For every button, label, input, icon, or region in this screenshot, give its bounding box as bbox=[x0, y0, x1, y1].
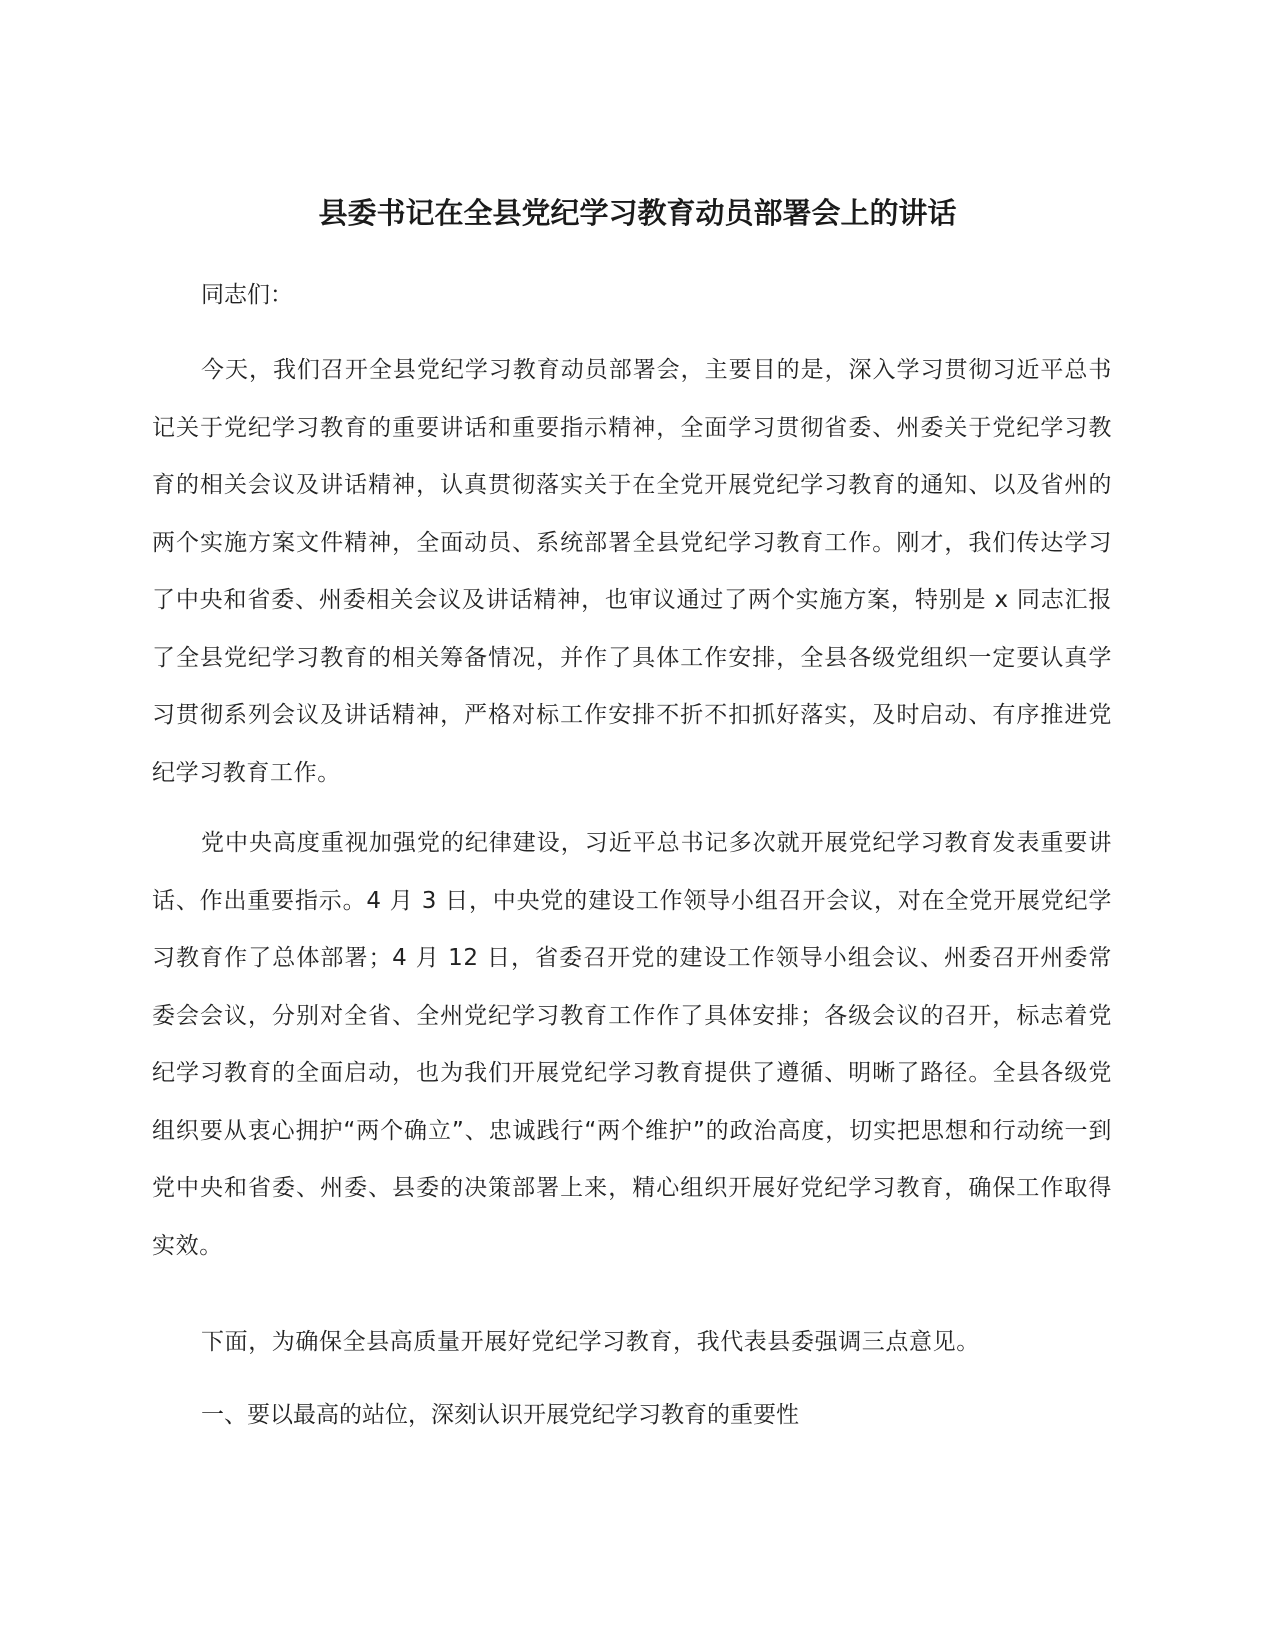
paragraph-background: 党中央高度重视加强党的纪律建设，习近平总书记多次就开展党纪学习教育发表重要讲话、作出重要指示。4 月 3 日，中央党的建设工作领导小组召开会议，对在全党开展党纪学习教育作了总体部署；4 月 12 日，省委召开党的建设工作领导小组会议、州委召开州委常委会会议，分别对全省、全州党纪学习教育工作作了具体安排；各级会议的召开，标志着党纪学习教育的全面启动，也为我们开展党纪学习教育提供了遵循、明晰了路径。全县各级党组织要从衷心拥护“两个确立”、忠诚践行“两个维护”的政治高度，切实把思想和行动统一到党中央和省委、州委、县委的决策部署上来，精心组织开展好党纪学习教育，确保工作取得实效。 bbox=[152, 830, 1112, 1259]
paragraph-opening: 今天，我们召开全县党纪学习教育动员部署会，主要目的是，深入学习贯彻习近平总书记关于党纪学习教育的重要讲话和重要指示精神，全面学习贯彻省委、州委关于党纪学习教育的相关会议及讲话精神，认真贯彻落实关于在全党开展党纪学习教育的通知、以及省州的两个实施方案文件精神，全面动员、系统部署全县党纪学习教育工作。刚才，我们传达学习了中央和省委、州委相关会议及讲话精神，也审议通过了两个实施方案，特别是 x 同志汇报了全县党纪学习教育的相关筹备情况，并作了具体工作安排，全县各级党组织一定要认真学习贯彻系列会议及讲话精神，严格对标工作安排不折不扣抓好落实，及时启动、有序推进党纪学习教育工作。 bbox=[152, 357, 1112, 786]
document-title: 县委书记在全县党纪学习教育动员部署会上的讲话 bbox=[318, 196, 957, 230]
greeting: 同志们： bbox=[201, 282, 293, 308]
paragraph-transition: 下面，为确保全县高质量开展好党纪学习教育，我代表县委强调三点意见。 bbox=[201, 1329, 980, 1355]
section-heading: 一、要以最高的站位，深刻认识开展党纪学习教育的重要性 bbox=[201, 1402, 799, 1428]
